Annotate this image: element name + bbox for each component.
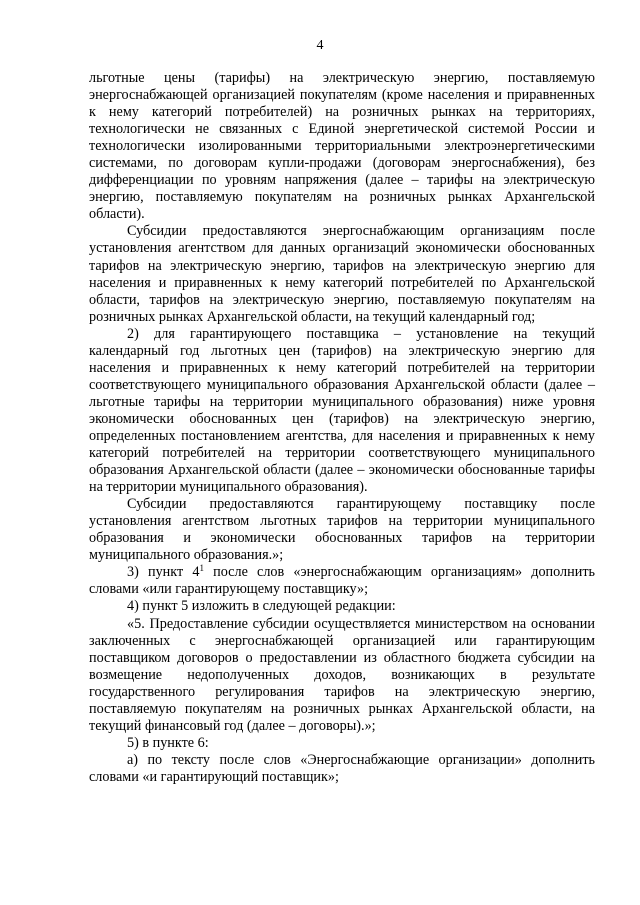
paragraph-tariffs-continuation: льготные цены (тарифы) на электрическую энергию, поставляемую энергоснабжающей организацией покупателям (кроме населения и приравненных к нему категорий потребителей) на розничных рынках на территориях, технологически не связанных с Единой энергетической системой России и технологически изолированными территориальными электроэнергетическими системами, по договорам купли-продажи (договорам энергоснабжения), без дифференциации по уровням напряжения (далее – тарифы на электрическую энергию, поставляемую покупателям на розничных рынках Архангельской области). — [89, 70, 595, 223]
paragraph-new-point-5-text: «5. Предоставление субсидии осуществляется министерством на основании заключенных с энергоснабжающей организацией или гарантирующим поставщиком договоров о предоставлении из областного бюджета субсидии на возмещение недополученных доходов, возникающих в результате государственного регулирования тарифов на электрическую энергию, поставляемую покупателям на розничных рынках Архангельской области, на текущий финансовый год (далее – договоры).»; — [89, 615, 595, 734]
page-number: 4 — [316, 38, 324, 53]
paragraph-item-4-point-5: 4) пункт 5 изложить в следующей редакции: — [127, 598, 396, 615]
item-3-suffix: после слов «энергоснабжающим организациям» дополнить словами «или гарантирующему поставщику»; — [89, 564, 595, 598]
paragraph-subsidies-energy-orgs: Субсидии предоставляются энергоснабжающим организациям после установления агентством для данных организаций экономически обоснованных тарифов на электрическую энергию, тарифов на электрическую энергию для населения и приравненных к нему категорий потребителей по Архангельской области, тарифов на электрическую энергию, поставляемую покупателям на розничных рынках Архангельской области, на текущий календарный год; — [89, 223, 595, 325]
paragraph-subsidies-guaranteeing-supplier: Субсидии предоставляются гарантирующему поставщику после установления агентством льготных тарифов на территории муниципального образования и экономически обоснованных тарифов на территории муниципального образования.»; — [89, 496, 595, 564]
item-3-prefix: 3) пункт 4 — [127, 564, 200, 581]
paragraph-subitem-a: а) по тексту после слов «Энергоснабжающие организации» дополнить словами «и гарантирующий поставщик»; — [89, 751, 595, 785]
item-3-superscript: 1 — [199, 563, 204, 574]
paragraph-item-2-guaranteeing-supplier: 2) для гарантирующего поставщика – установление на текущий календарный год льготных цен (тарифов) на электрическую энергию для населения и приравненных к нему категорий потребителей на территории соответствующего муниципального образования Архангельской области (далее – льготные тарифы на территории муниципального образования) ниже уровня экономически обоснованных цен (тарифов) на электрическую энергию, определенных постановлением агентства, для населения и приравненных к нему категорий потребителей на территории соответствующего муниципального образования Архангельской области (далее – экономически обоснованные тарифы на территории муниципального образования). — [89, 325, 595, 496]
document-body — [89, 70, 595, 786]
paragraph-item-3-point-4-1 — [89, 564, 595, 598]
paragraph-item-5-point-6: 5) в пункте 6: — [127, 734, 209, 751]
